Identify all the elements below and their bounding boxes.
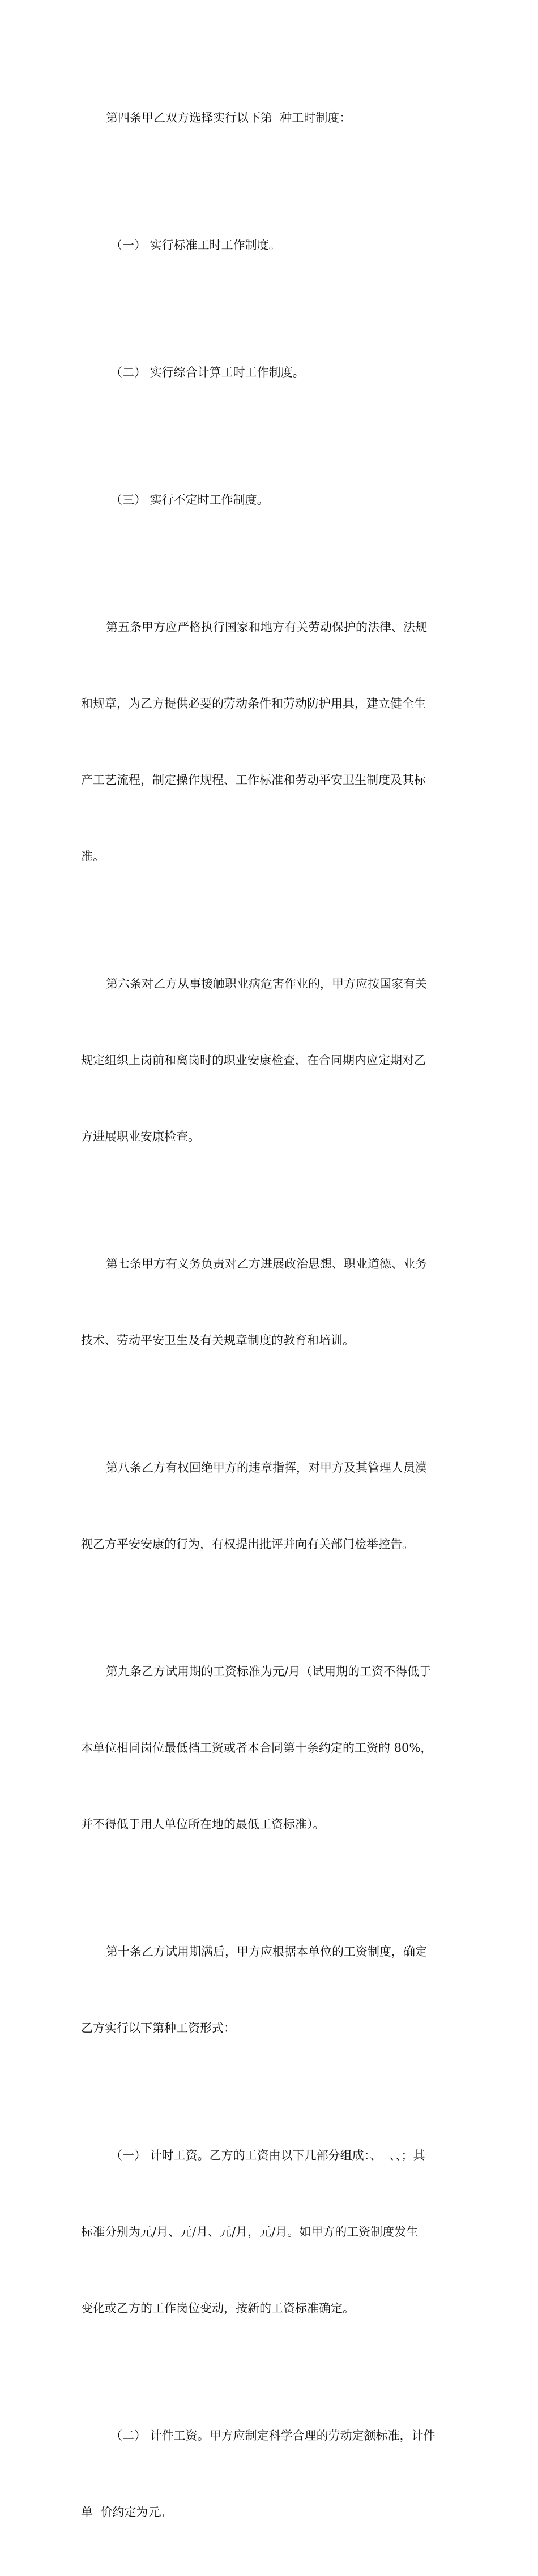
text-line: 准。 (81, 850, 105, 863)
contract-body (81, 54, 456, 2576)
text-line: （二） 计件工资。甲方应制定科学合理的劳动定额标准，计件 (110, 2429, 435, 2442)
article-4-option-3 (81, 436, 456, 564)
article-10-paragraph (81, 1888, 456, 2092)
text-line: 第五条甲方应严格执行国家和地方有关劳动保护的法律、法规 (106, 620, 427, 634)
text-line: 第四条甲乙双方选择实行以下第 种工时制度： (106, 111, 352, 125)
text-line: 方进展职业安康检查。 (81, 1130, 200, 1143)
text-line: 第七条甲方有义务负责对乙方进展政治思想、职业道德、业务 (106, 1257, 427, 1271)
article-10-option-2 (81, 2372, 456, 2576)
text-line: 视乙方平安安康的行为，有权提出批评并向有关部门检举控告。 (81, 1537, 414, 1551)
article-10-option-1 (81, 2092, 456, 2372)
article-7-paragraph (81, 1201, 456, 1404)
text-line: 标准分别为元/月、元/月、元/月，元/月。如甲方的工资制度发生 (81, 2225, 419, 2239)
text-line: 第十条乙方试用期满后，甲方应根据本单位的工资制度，确定 (106, 1945, 427, 1958)
article-5-paragraph (81, 564, 456, 920)
text-line: 乙方实行以下第种工资形式： (81, 2021, 236, 2035)
text-line: （一） 计时工资。乙方的工资由以下几部分组成：、 、、；其 (110, 2149, 425, 2162)
article-8-paragraph (81, 1404, 456, 1608)
text-line: 本单位相同岗位最低档工资或者本合同第十条约定的工资的 80%， (81, 1741, 433, 1755)
text-line: 第九条乙方试用期的工资标准为元/月（试用期的工资不得低于 (106, 1665, 432, 1678)
article-9-paragraph (81, 1608, 456, 1888)
article-6-paragraph (81, 920, 456, 1201)
text-line: 单 价约定为元。 (81, 2505, 172, 2519)
text-line: （二） 实行综合计算工时工作制度。 (110, 366, 305, 379)
text-line: 规定组织上岗前和离岗时的职业安康检查，在合同期内应定期对乙 (81, 1053, 426, 1067)
text-line: 第六条对乙方从事接触职业病危害作业的，甲方应按国家有关 (106, 977, 427, 991)
article-4-option-2 (81, 309, 456, 436)
text-line: 技术、劳动平安卫生及有关规章制度的教育和培训。 (81, 1334, 355, 1347)
text-line: （三） 实行不定时工作制度。 (110, 493, 269, 507)
text-line: 产工艺流程，制定操作规程、工作标准和劳动平安卫生制度及其标 (81, 773, 426, 787)
text-line: 第八条乙方有权回绝甲方的违章指挥，对甲方及其管理人员漠 (106, 1461, 427, 1475)
text-line: 并不得低于用人单位所在地的最低工资标准）。 (81, 1818, 325, 1831)
article-4-paragraph (81, 54, 456, 182)
text-line: 变化或乙方的工作岗位变动，按新的工资标准确定。 (81, 2301, 355, 2315)
text-line: （一） 实行标准工时工作制度。 (110, 238, 281, 252)
article-4-option-1 (81, 182, 456, 309)
text-line: 和规章，为乙方提供必要的劳动条件和劳动防护用具，建立健全生 (81, 697, 426, 710)
